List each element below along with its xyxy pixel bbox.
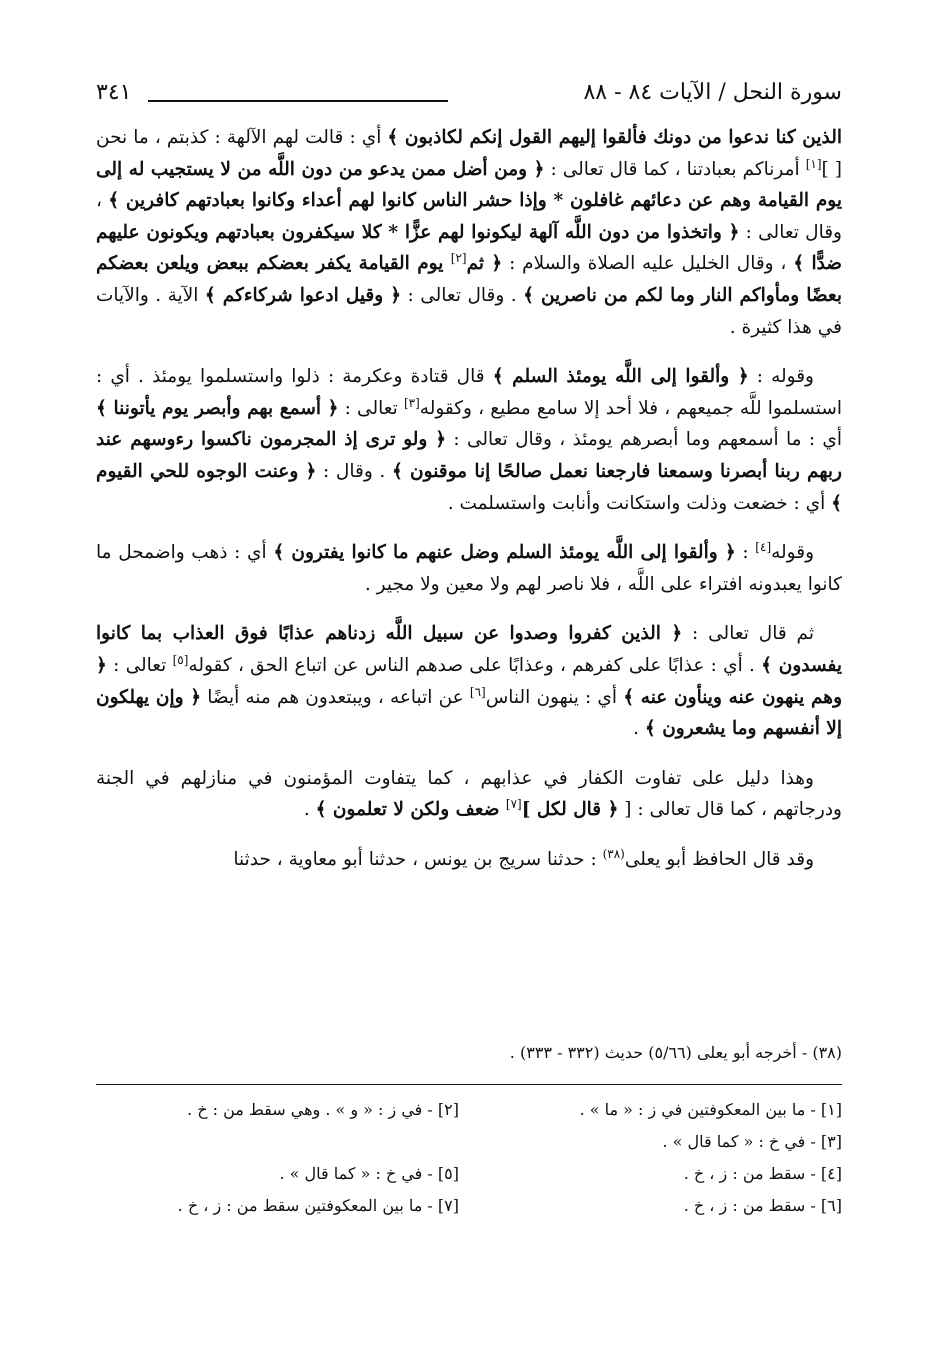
- text-run: عن اتباعه ، ويبتعدون هم منه أيضًا: [201, 686, 470, 708]
- quran-verse: ضعف ولكن لا تعلمون ﴾: [315, 799, 506, 821]
- text-run: : حدثنا سريج بن يونس ، حدثنا أبو معاوية ، حدثنا: [233, 848, 603, 870]
- quran-verse: ﴿ وألقوا إلى اللَّه يومئذ السلم وضل عنهم ما كانوا يفترون ﴾: [273, 542, 736, 564]
- running-title: سورة النحل / الآيات ٨٤ - ٨٨: [583, 80, 842, 105]
- text-run: أمرناكم بعبادتنا ، كما قال تعالى :: [544, 158, 806, 180]
- text-run: . أي : عذابًا على كفرهم ، وعذابًا على صدهم الناس عن اتباع الحق ، كقوله: [188, 654, 762, 676]
- text-run: وقوله: [771, 542, 815, 564]
- text-run: ، وقال الخليل عليه الصلاة والسلام :: [502, 253, 794, 275]
- text-run: وقوله :: [748, 366, 814, 388]
- footnotes: [96, 1040, 842, 1219]
- text-run: . وقال :: [316, 460, 392, 482]
- text-run: ثم قال تعالى :: [682, 623, 814, 645]
- variant-note-2: [٢] - في ز : « و » . وهي سقط من : خ .: [187, 1100, 459, 1119]
- footnote-divider: [96, 1084, 842, 1085]
- variant-note-6: [٦] - سقط من : ز ، خ .: [683, 1196, 842, 1215]
- quran-verse: ﴿ ولو ترى إذ المجرمون ناكسوا رءوسهم عند ربهم ربنا أبصرنا وسمعنا فارجعنا نعمل صالحًا إنا موقنون ﴾: [96, 429, 842, 482]
- quran-verse: ﴿ قال لكل ]: [521, 799, 619, 821]
- footnote-38: (٣٨) - أخرجه أبو يعلى (٥/٦٦) حديث (٣٣٢ - ٣٣٣) .: [509, 1043, 842, 1062]
- text-run: تعالى :: [106, 654, 173, 676]
- variant-note-7: [٧] - ما بين المعكوفتين سقط من : ز ، خ .: [177, 1196, 459, 1215]
- text-run: وقد قال الحافظ أبو يعلى: [624, 848, 814, 870]
- quran-verse: ﴿ واتخذوا من دون اللَّه آلهة ليكونوا لهم عزًّا * كلا سيكفرون بعبادتهم ويكونون عليهم ضدًّا ﴾: [96, 221, 843, 275]
- quran-verse: ﴿ أسمع بهم وأبصر يوم يأتوننا ﴾: [96, 397, 339, 419]
- quran-verse: ﴿ الذين كفروا وصدوا عن سبيل اللَّه زدناهم عذابًا فوق العذاب بما كانوا يفسدون ﴾: [96, 623, 842, 676]
- variant-note-4: [٤] - سقط من : ز ، خ .: [683, 1164, 842, 1183]
- text-run: .: [303, 799, 316, 821]
- footnote-ref: [٦]: [469, 684, 486, 699]
- footnote-ref: [٢]: [450, 251, 467, 266]
- text-run: وهذا دليل على تفاوت الكفار في عذابهم ، كما يتفاوت المؤمنون في منازلهم في الجنة ودرجاتهم ، كما قال تعالى : [: [96, 767, 842, 821]
- text-run: أي : خضعت وذلت واستكانت وأنابت واستسلمت .: [447, 492, 832, 514]
- footnote-ref: [٧]: [505, 797, 522, 812]
- variant-note-5: [٥] - في خ : « كما قال » .: [279, 1164, 459, 1183]
- quran-verse: ﴿ ثم: [466, 253, 503, 275]
- quran-verse: ﴿ وقيل ادعوا شركاءكم ﴾: [204, 284, 402, 306]
- quran-verse: يوم القيامة يكفر بعضكم ببعض ويلعن بعضكم بعضًا ومأواكم النار وما لكم من ناصرين ﴾: [96, 253, 842, 306]
- quran-verse: ﴿ ومن أضل ممن يدعو من دون اللَّه من لا يستجيب له إلى يوم القيامة وهم عن دعائهم غافلون * وإذا حشر الناس كانوا لهم أعداء وكانوا بعبادتهم كافرين ﴾: [96, 158, 842, 212]
- footnote-ref: (٣٨): [602, 846, 625, 861]
- text-run: تعالى :: [338, 397, 404, 419]
- text-run: . وقال تعالى :: [401, 284, 524, 306]
- text-run: أي : ينهون الناس: [485, 686, 624, 708]
- variant-note-3: [٣] - في خ : « كما قال » .: [662, 1132, 842, 1151]
- paragraph-5: [96, 763, 842, 826]
- text-run: الآية . والآيات في هذا كثيرة .: [96, 284, 842, 338]
- quran-verse: الذين كنا ندعوا من دونك فألقوا إليهم القول إنكم لكاذبون ﴾: [387, 127, 842, 148]
- paragraph-2: [96, 361, 842, 519]
- page-header: [96, 78, 842, 112]
- header-rule: [148, 100, 448, 102]
- footnote-ref: [٥]: [172, 652, 189, 667]
- text-run: أي : قالت لهم الآلهة : كذبتم ، ما نحن [ ]: [96, 127, 842, 180]
- text-run: .: [633, 718, 645, 740]
- text-run: قال قتادة وعكرمة : ذلوا واستسلموا يومئذ . أي : استسلموا للَّه جميعهم ، فلا أحد إلا سامع مطيع ، وكقوله: [96, 366, 842, 419]
- text-run: :: [735, 542, 756, 564]
- paragraph-3: [96, 537, 842, 600]
- variant-notes: [96, 1097, 842, 1219]
- footnote-ref: [٤]: [755, 539, 772, 554]
- quran-verse: ﴿ وهم ينهون عنه وينأون عنه ﴾: [96, 654, 843, 708]
- footnote-ref: [٣]: [403, 395, 420, 410]
- text-run: أي : ما أسمعهم وما أبصرهم يومئذ ، وقال تعالى :: [446, 429, 842, 451]
- quran-verse: ﴿ وعنت الوجوه للحي القيوم ﴾: [96, 460, 842, 514]
- paragraph-6: [96, 844, 842, 876]
- paragraph-1: [96, 122, 842, 343]
- paragraph-4: [96, 618, 842, 744]
- main-text: [96, 122, 842, 893]
- text-run: أي : ذهب واضمحل ما كانوا يعبدونه افتراء على اللَّه ، فلا ناصر لهم ولا معين ولا مجير .: [96, 542, 842, 595]
- page-number: ٣٤١: [96, 80, 132, 105]
- variant-note-empty: [96, 1129, 459, 1155]
- text-run: ، وقال تعالى :: [96, 190, 842, 243]
- variant-note-1: [١] - ما بين المعكوفتين في ز : « ما » .: [579, 1100, 842, 1119]
- quran-verse: ﴿ وألقوا إلى اللَّه يومئذ السلم ﴾: [492, 366, 749, 388]
- footnote-ref: [١]: [805, 156, 822, 171]
- quran-verse: ﴿ وإن يهلكون إلا أنفسهم وما يشعرون ﴾: [96, 686, 842, 740]
